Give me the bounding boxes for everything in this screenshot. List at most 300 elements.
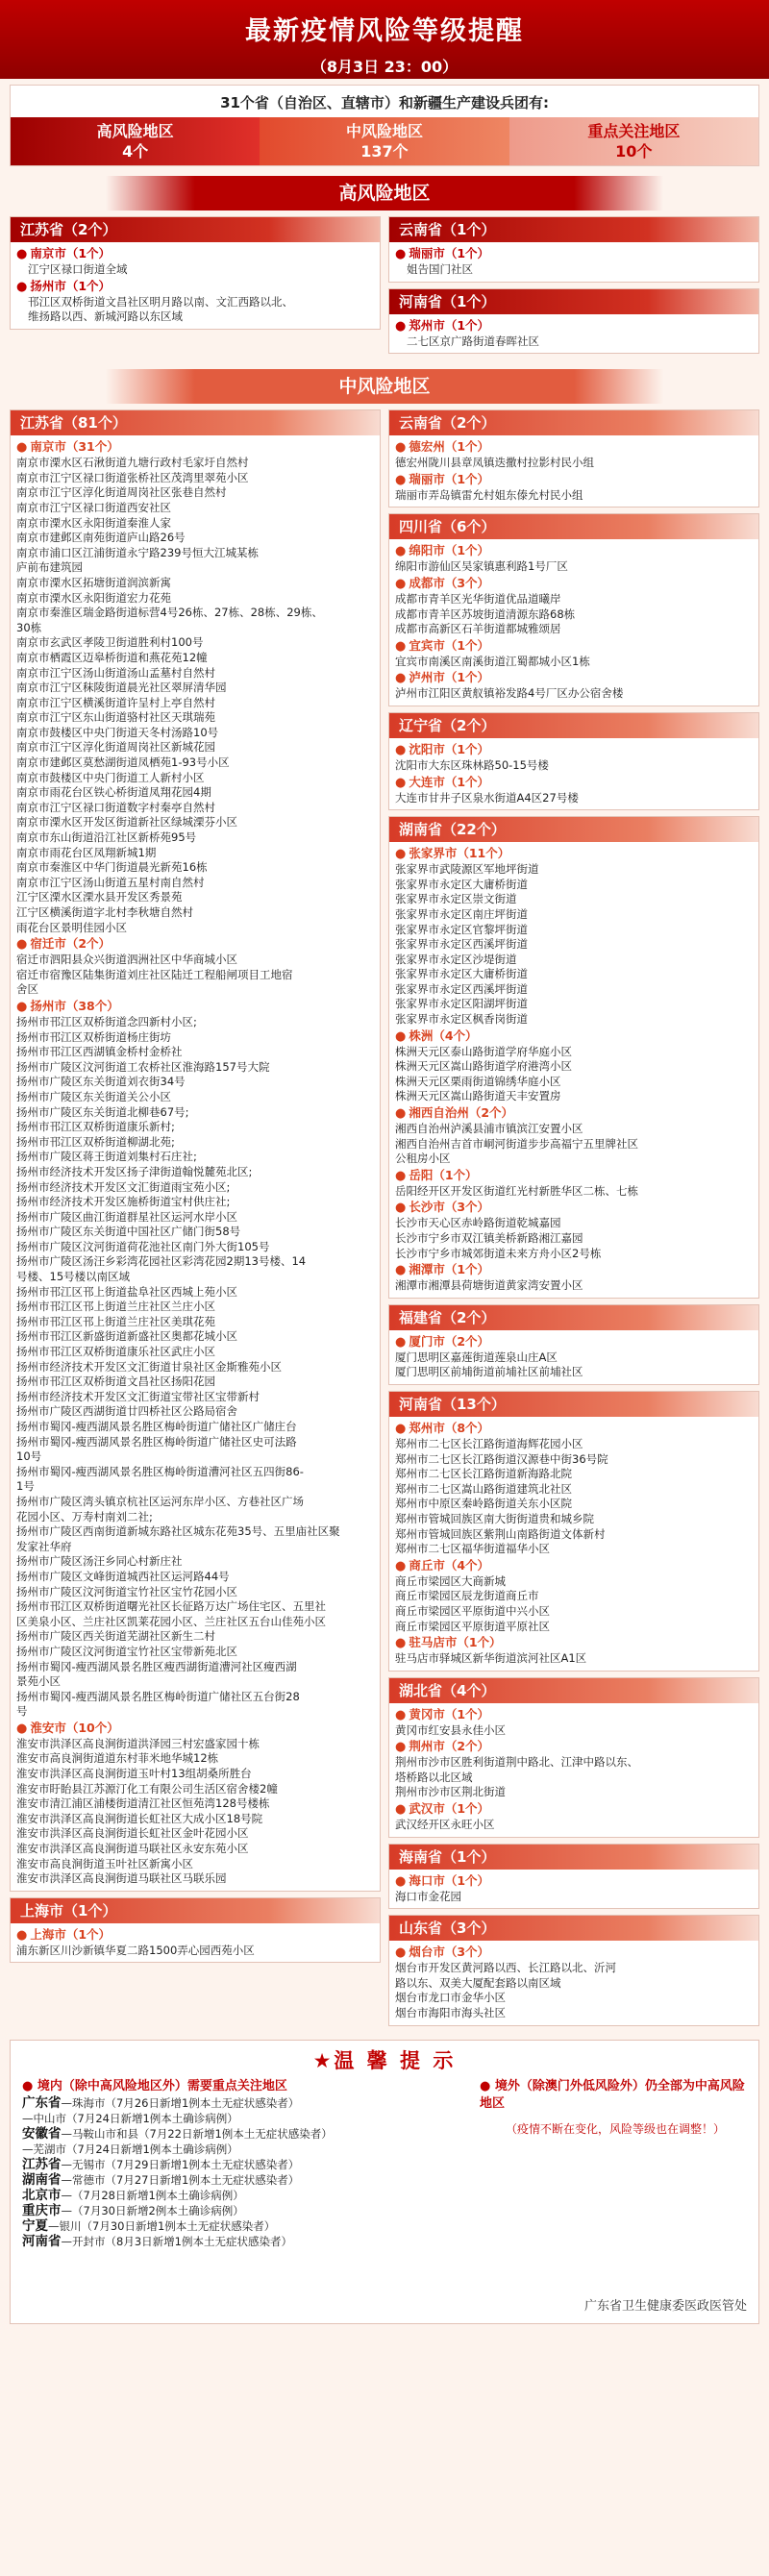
area-line: 扬州市广陵区文峰街道城西社区运河路44号 <box>16 1569 230 1583</box>
area-line: 郑州市管城回族区紫荆山南路街道文体新村 <box>395 1526 606 1541</box>
summary-panel <box>10 85 759 166</box>
city-row <box>395 1028 753 1045</box>
city-row <box>16 278 374 295</box>
area-line: 驻马店市驿城区新华街道滨河社区A1区 <box>395 1651 587 1666</box>
city-name: 沈阳市（1个） <box>409 741 490 756</box>
city-name: 上海市（1个） <box>30 1926 112 1942</box>
bullet-icon: ● <box>395 1558 407 1573</box>
area-line: 瑞丽市弄岛镇雷允村姐东傣允村民小组 <box>395 487 583 502</box>
area-line: 淮安市洪泽区高良涧街道玉叶村13组胡桑所胜台 <box>16 1767 252 1781</box>
province-header: 江苏省（81个） <box>11 410 380 435</box>
area-line: 号 <box>16 1704 28 1719</box>
city-row <box>395 317 753 334</box>
area-line: 景苑小区 <box>16 1674 61 1689</box>
focus-line <box>22 2142 464 2157</box>
high-risk-count: 高风险地区 4个 <box>11 117 260 165</box>
overseas-title: ● 境外（除澳门外低风险外）仍全部为中高风险地区 <box>480 2078 745 2111</box>
area-line: 南京市栖霞区迈皋桥街道和燕花苑12幢 <box>16 650 208 664</box>
focus-province: 安徽省 <box>22 2125 62 2142</box>
area-line: 扬州市邗江区双桥街道文昌社区扬阳花园 <box>16 1375 215 1389</box>
area-line: 扬州市邗江区邗上街道兰庄社区美琪花苑 <box>16 1314 215 1328</box>
area-line: 发家社华府 <box>16 1539 72 1553</box>
bullet-icon: ● <box>395 1707 407 1722</box>
city-row <box>395 845 753 862</box>
area-line: 大连市甘井子区泉水街道A4区27号楼 <box>395 790 579 805</box>
area-line: 南京市江宁区横溪街道许呈村上亭自然村 <box>16 695 215 709</box>
province-header: 河南省（13个） <box>389 1392 758 1417</box>
focus-detail: —开封市（8月3日新增1例本土无症状感染者） <box>61 2234 292 2248</box>
city-row <box>395 1167 753 1184</box>
area-line: 株洲天元区栗雨街道锦绣华庭小区 <box>395 1074 561 1088</box>
province-box <box>388 288 759 355</box>
bullet-icon: ● <box>16 279 28 294</box>
area-line: 南京市江宁区东山街道骆村社区天琪瑞苑 <box>16 710 215 725</box>
area-line: 南京市溧水区永阳街道宏力花苑 <box>16 590 171 605</box>
province-body <box>11 435 380 1891</box>
city-name: 瑞丽市（1个） <box>409 246 490 260</box>
area-line: 南京市浦口区江浦街道永宁路239号恒大江城某栋 <box>16 545 259 559</box>
area-line: 扬州市邗江区邗上街道盐阜社区西城上苑小区 <box>16 1284 237 1299</box>
area-line: 扬州市广陵区汶河街道工农桥社区淮海路157号大院 <box>16 1059 270 1074</box>
area-line: 公租房小区 <box>395 1152 451 1166</box>
area-line: 南京市秦淮区瑞金路街道标营4号26栋、27栋、28栋、29栋、 <box>16 606 323 620</box>
area-line: 张家界市武陵源区军地坪街道 <box>395 862 539 877</box>
province-body <box>389 314 758 354</box>
area-line: 扬州市邗江区双桥街道康乐新村; <box>16 1120 175 1134</box>
focus-detail: —银川（7月30日新增1例本土无症状感染者） <box>48 2218 276 2233</box>
area-line: 商丘市梁园区平原街道中兴小区 <box>395 1603 550 1618</box>
area-line: 株洲天元区嵩山路街道学府港湾小区 <box>395 1059 572 1074</box>
medium-risk-count: 中风险地区 137个 <box>260 117 509 165</box>
area-line: 厦门思明区前埔街道前埔社区前埔社区 <box>395 1365 583 1379</box>
province-body <box>389 435 758 507</box>
city-name: 绵阳市（1个） <box>409 543 490 558</box>
area-line: 张家界市永定区西溪坪街道 <box>395 981 528 996</box>
area-line: 成都市高新区石羊街道都城雅颂居 <box>395 622 561 636</box>
page-title: 最新疫情风险等级提醒 <box>245 16 524 46</box>
province-header: 福建省（2个） <box>389 1305 758 1330</box>
area-line: 扬州市广陵区东关街道北柳巷67号; <box>16 1104 189 1119</box>
area-line: 号楼、15号楼以南区域 <box>16 1270 131 1284</box>
area-line: 扬州市广陵区东关街道刘衣街34号 <box>16 1075 186 1089</box>
city-name: 荆州市（2个） <box>409 1739 490 1754</box>
domestic-focus-list <box>11 2078 472 2249</box>
area-line: 扬州市广陵区汶河街道宝竹社区宝带新苑北区 <box>16 1644 237 1658</box>
city-row <box>16 998 374 1015</box>
city-name: 长沙市（3个） <box>409 1200 490 1215</box>
city-name: 湘潭市（1个） <box>409 1262 490 1277</box>
area-line: 扬州市邗江区西湖镇金桥村金桥社 <box>16 1045 183 1059</box>
area-line: 扬州市广陵区汶河街道荷花池社区南门外大街105号 <box>16 1239 270 1253</box>
province-header: 云南省（1个） <box>389 217 758 242</box>
area-line: 南京市溧水区拓塘街道润滨新寓 <box>16 575 171 589</box>
area-line: 郑州市管城回族区南大街街道贵和城乡院 <box>395 1511 594 1525</box>
area-line: 淮安市洪泽区高良涧街道洪泽园三村宏盛家园十栋 <box>16 1736 260 1750</box>
area-line: 郑州市中原区秦岭路街道关东小区院 <box>395 1497 572 1511</box>
bullet-icon: ● <box>395 1334 407 1350</box>
area-line: 湘西自治州泸溪县浦市镇滨江安置小区 <box>395 1122 583 1136</box>
province-header: 湖北省（4个） <box>389 1678 758 1703</box>
province-body <box>389 842 758 1298</box>
city-name: 烟台市（3个） <box>409 1944 490 1960</box>
medium-risk-left-column <box>10 409 381 2031</box>
city-name: 淮安市（10个） <box>30 1720 119 1735</box>
province-body <box>389 539 758 706</box>
bullet-icon: ● <box>16 1927 28 1943</box>
province-box <box>388 816 759 1299</box>
focus-province: 湖南省 <box>22 2171 62 2188</box>
bullet-icon: ● <box>16 999 28 1014</box>
medium-risk-banner: 中风险地区 <box>106 369 663 404</box>
bullet-icon: ● <box>395 1873 407 1889</box>
bullet-icon: ● <box>395 1945 407 1961</box>
area-line: 南京市溧水区石湫街道九塘行政村毛家圩自然村 <box>16 456 249 470</box>
area-line: 成都市青羊区苏坡街道清源东路68栋 <box>395 607 576 621</box>
province-body <box>11 242 380 329</box>
city-row <box>395 1420 753 1437</box>
bullet-icon: ● <box>395 671 407 686</box>
area-line: 二七区京广路街道春晖社区 <box>407 334 539 348</box>
city-row <box>395 637 753 655</box>
area-line: 德宏州陇川县章凤镇迭撒村拉影村民小组 <box>395 456 594 470</box>
area-line: 扬州市广陵区汤汪乡彩湾花园社区彩湾花园2期13号楼、14 <box>16 1254 307 1269</box>
city-row <box>395 1261 753 1278</box>
city-name: 大连市（1个） <box>409 774 490 789</box>
focus-detail: —珠海市（7月26日新增1例本土无症状感染者） <box>61 2095 300 2110</box>
city-row <box>16 935 374 953</box>
area-line: 商丘市梁园区辰龙街道商丘市 <box>395 1589 539 1603</box>
area-line: 南京市江宁区汤山街道五星村南自然村 <box>16 875 205 889</box>
area-line: 扬州市蜀冈-瘦西湖风景名胜区梅岭街道广储社区广储庄台 <box>16 1420 297 1433</box>
area-line: 南京市鼓楼区中央门街道工人新村小区 <box>16 770 205 784</box>
bullet-icon: ● <box>395 1802 407 1818</box>
province-box <box>388 1844 759 1910</box>
bullet-icon: ● <box>395 1106 407 1122</box>
province-body <box>11 1923 380 1963</box>
province-box <box>388 409 759 508</box>
city-row <box>395 1634 753 1651</box>
tips-title: ★温 馨 提 示 <box>312 2048 457 2072</box>
focus-detail: —无锡市（7月29日新增1例本土无症状感染者） <box>61 2157 300 2171</box>
area-line: 湘潭市湘潭县荷塘街道黄家湾安置小区 <box>395 1278 583 1293</box>
area-line: 雨花台区景明佳园小区 <box>16 920 127 934</box>
province-header: 河南省（1个） <box>389 289 758 314</box>
area-line: 扬州市广陵区东关街道关公小区 <box>16 1089 171 1103</box>
province-box <box>388 513 759 706</box>
focus-province: 宁夏 <box>22 2217 48 2234</box>
area-line: 扬州市广陵区西南街道新城东路社区城东花苑35号、五里庙社区聚 <box>16 1524 340 1539</box>
city-row <box>16 245 374 262</box>
area-line: 扬州市邗江区新盛街道新盛社区奥都花城小区 <box>16 1329 237 1344</box>
bullet-icon: ● <box>395 1740 407 1755</box>
province-box <box>388 1677 759 1838</box>
city-row <box>395 471 753 488</box>
area-line: 张家界市永定区阳湖坪街道 <box>395 997 528 1011</box>
area-line: 宜宾市南溪区南溪街道江蜀都城小区1栋 <box>395 654 590 668</box>
province-box <box>10 216 381 330</box>
area-line: 1号 <box>16 1479 35 1494</box>
area-line: 南京市鼓楼区中央门街道天冬村汤路10号 <box>16 725 219 739</box>
area-line: 张家界市永定区沙堤街道 <box>395 952 517 966</box>
area-line: 武汉经开区永旺小区 <box>395 1818 495 1832</box>
focus-line <box>22 2172 464 2188</box>
bullet-icon: ● <box>16 247 28 261</box>
area-line: 庐前布建筑园 <box>16 560 83 575</box>
province-box <box>388 1915 759 2025</box>
area-line: 扬州市经济技术开发区文汇街道甘泉社区金斯雅苑小区 <box>16 1359 282 1374</box>
area-line: 扬州市经济技术开发区施桥街道宝村供庄社; <box>16 1195 231 1209</box>
area-line: 烟台市海阳市海头社区 <box>395 2006 506 2020</box>
overseas-note <box>472 2078 758 2249</box>
province-box <box>388 1304 759 1385</box>
area-line: 宿迁市宿豫区陆集街道刘庄社区陆迁工程船闸项目工地宿 <box>16 967 293 981</box>
area-line: 南京市溧水区开发区街道新社区绿城溧芬小区 <box>16 815 237 830</box>
area-line: 舍区 <box>16 982 38 997</box>
area-line: 扬州市经济技术开发区文汇街道宝带社区宝带新村 <box>16 1389 260 1403</box>
area-line: 张家界市永定区崇文街道 <box>395 892 517 906</box>
bullet-icon: ● <box>395 775 407 790</box>
bullet-icon: ● <box>395 1421 407 1436</box>
area-line: 邗江区双桥街道文昌社区明月路以南、文汇西路以北、 <box>28 294 293 309</box>
area-line: 江宁区横溪街道字北村李秋塘自然村 <box>16 905 193 919</box>
area-line: 扬州市广陵区西关街道芜湖社区新生二村 <box>16 1629 215 1644</box>
bullet-icon: ● <box>16 937 28 953</box>
area-line: 淮安市洪泽区高良涧街道马联社区马联乐园 <box>16 1871 227 1886</box>
area-line: 郑州市二七区长江路街道新海路北院 <box>395 1467 572 1481</box>
focus-line <box>22 2234 464 2249</box>
city-name: 南京市（1个） <box>30 246 112 260</box>
area-line: 扬州市广陵区曲江街道群星社区运河水岸小区 <box>16 1209 237 1224</box>
bullet-icon: ● <box>395 742 407 757</box>
area-line: 路以东、双美大厦配套路以南区域 <box>395 1975 561 1990</box>
area-line: 南京市秦淮区中华门街道晨光新苑16栋 <box>16 860 208 875</box>
high-risk-section <box>10 216 759 359</box>
focus-line <box>22 2126 464 2142</box>
bullet-icon: ● <box>395 1028 407 1044</box>
area-line: 扬州市邗江区双桥街道杨庄街坊 <box>16 1029 171 1044</box>
province-box <box>388 712 759 810</box>
city-name: 黄冈市（1个） <box>409 1706 490 1721</box>
area-line: 株洲天元区嵩山路街道天丰安置房 <box>395 1089 561 1103</box>
focus-province: 广东省 <box>22 2094 62 2111</box>
city-row <box>395 774 753 791</box>
province-box <box>388 216 759 283</box>
area-line: 张家界市永定区大庸桥街道 <box>395 877 528 891</box>
bullet-icon: ● <box>395 247 407 261</box>
area-line: 荆州市沙市区胜利街道荆中路北、江津中路以东、 <box>395 1755 638 1770</box>
area-line: 郑州市二七区长江路街道海辉花园小区 <box>395 1436 583 1450</box>
area-line: 烟台市龙口市金华小区 <box>395 1991 506 2005</box>
bullet-icon: ● <box>395 1636 407 1651</box>
area-line: 扬州市邗江区邗上街道兰庄社区兰庄小区 <box>16 1300 215 1314</box>
area-line: 淮安市高良涧街道道东村菲米地华城12栋 <box>16 1751 219 1766</box>
focus-line <box>22 2218 464 2234</box>
focus-line <box>22 2188 464 2203</box>
area-line: 长沙市宁乡市双江镇美桥新路湘江嘉园 <box>395 1231 583 1245</box>
city-name: 郑州市（1个） <box>409 317 490 333</box>
city-name: 宜宾市（1个） <box>409 637 490 653</box>
bullet-icon: ● <box>395 440 407 456</box>
focus-detail: —马鞍山市和县（7月22日新增1例本土无症状感染者） <box>61 2126 333 2141</box>
province-box <box>10 409 381 1892</box>
province-header: 云南省（2个） <box>389 410 758 435</box>
city-name: 海口市（1个） <box>409 1872 490 1888</box>
bullet-icon: ● <box>395 847 407 862</box>
area-line: 株洲天元区泰山路街道学府华庭小区 <box>395 1044 572 1058</box>
bullet-icon: ● <box>395 1263 407 1278</box>
bullet-icon: ● <box>395 638 407 654</box>
province-body <box>389 1417 758 1671</box>
city-name: 武汉市（1个） <box>409 1801 490 1817</box>
warning-text: （疫情不断在变化，风险等级也在调整！） <box>505 2121 725 2136</box>
area-line: 扬州市广陵区蒋王街道刘集村石庄社; <box>16 1150 197 1164</box>
area-line: 浦东新区川沙新镇华夏二路1500弄心园西苑小区 <box>16 1943 255 1957</box>
area-line: 南京市溧水区永阳街道秦淮人家 <box>16 515 171 530</box>
area-line: 扬州市邗江区双桥街道柳湖北苑; <box>16 1134 175 1149</box>
city-row <box>16 1926 374 1944</box>
city-name: 扬州市（38个） <box>30 998 119 1013</box>
city-row <box>16 438 374 456</box>
area-line: 泸州市江阳区黄舣镇裕发路4号厂区办公宿舍楼 <box>395 686 624 701</box>
area-line: 南京市建邺区莫愁湖街道凤栖苑1-93号小区 <box>16 755 230 770</box>
focus-detail: —芜湖市（7月24日新增1例本土确诊病例） <box>22 2142 238 2156</box>
city-row <box>395 438 753 456</box>
city-name: 宿迁市（2个） <box>30 936 112 952</box>
area-line: 扬州市邗江区双桥街道曙光社区长征路万达广场住宅区、五里社 <box>16 1599 326 1614</box>
province-box <box>10 1897 381 1964</box>
area-line: 扬州市蜀冈-瘦西湖风景名胜区瘦西湖街道漕河社区瘦西湖 <box>16 1659 297 1673</box>
bullet-icon: ● <box>16 440 28 456</box>
city-row <box>395 1557 753 1574</box>
province-header: 上海市（1个） <box>11 1898 380 1923</box>
bullet-icon: ● <box>395 472 407 487</box>
city-row <box>395 669 753 686</box>
area-line: 扬州市蜀冈-瘦西湖风景名胜区梅岭街道漕河社区五四街86- <box>16 1464 304 1478</box>
area-line: 南京市江宁区汤山街道汤山孟墓村自然村 <box>16 665 215 680</box>
area-line: 淮安市洪泽区高良涧街道马联社区永安东苑小区 <box>16 1842 249 1856</box>
bullet-icon: ● <box>16 1721 28 1736</box>
city-row <box>395 1800 753 1818</box>
province-body <box>389 242 758 282</box>
city-name: 张家界市（11个） <box>409 846 510 861</box>
city-row <box>395 1872 753 1890</box>
area-line: 长沙市天心区赤岭路街道乾城嘉园 <box>395 1216 561 1230</box>
city-row <box>395 741 753 758</box>
area-line: 淮安市洪泽区高良涧街道长虹社区大成小区18号院 <box>16 1811 263 1825</box>
area-line: 郑州市二七区嵩山路街道建筑北社区 <box>395 1481 572 1496</box>
province-body <box>389 1330 758 1384</box>
city-name: 泸州市（1个） <box>409 670 490 685</box>
city-name: 扬州市（1个） <box>30 278 112 293</box>
province-header: 海南省（1个） <box>389 1845 758 1870</box>
city-name: 德宏州（1个） <box>409 439 490 455</box>
area-line: 烟台市开发区黄河路以西、长江路以北、沂河 <box>395 1961 616 1975</box>
area-line: 南京市江宁区禄口街道西安社区 <box>16 500 171 514</box>
city-name: 厦门市（2个） <box>409 1333 490 1349</box>
focus-province: 北京市 <box>22 2187 62 2203</box>
area-line: 区美泉小区、兰庄社区凯莱花园小区、兰庄社区五台山佳苑小区 <box>16 1614 326 1628</box>
city-row <box>395 1104 753 1122</box>
area-line: 扬州市邗江区双桥街道康乐社区武庄小区 <box>16 1345 215 1359</box>
area-line: 郑州市二七区福华街道福华小区 <box>395 1542 550 1556</box>
province-header: 四川省（6个） <box>389 514 758 539</box>
area-line: 淮安市高良涧街道玉叶社区新寓小区 <box>16 1856 193 1870</box>
city-row <box>395 245 753 262</box>
city-name: 南京市（31个） <box>30 439 119 455</box>
city-name: 岳阳（1个） <box>409 1167 478 1182</box>
area-line: 长沙市宁乡市城郊街道未来方舟小区2号栋 <box>395 1246 602 1260</box>
area-line: 海口市金花园 <box>395 1889 461 1903</box>
area-line: 商丘市梁园区大商新城 <box>395 1573 506 1588</box>
area-line: 张家界市永定区枫香岗街道 <box>395 1012 528 1027</box>
area-line: 扬州市蜀冈-瘦西湖风景名胜区梅岭街道广储社区史可法路 <box>16 1434 297 1449</box>
area-line: 南京市东山街道沿江社区新桥苑95号 <box>16 830 197 845</box>
city-name: 郑州市（8个） <box>409 1420 490 1435</box>
focus-line <box>22 2203 464 2218</box>
area-line: 10号 <box>16 1449 42 1464</box>
city-row <box>395 1199 753 1216</box>
area-line: 绵阳市游仙区吴家镇惠利路1号厂区 <box>395 559 568 574</box>
focus-line <box>22 2095 464 2111</box>
area-line: 维扬路以西、新城河路以东区域 <box>28 310 183 324</box>
area-line: 岳阳经开区开发区街道红光村新胜华区二栋、七栋 <box>395 1183 638 1198</box>
medium-risk-right-column <box>388 409 759 2031</box>
area-line: 张家界市永定区南庄坪街道 <box>395 906 528 921</box>
province-header: 江苏省（2个） <box>11 217 380 242</box>
area-line: 扬州市广陵区东关街道中国社区广储门街58号 <box>16 1225 241 1239</box>
bullet-icon: ● <box>395 576 407 591</box>
area-line: 扬州市广陵区汤汪乡同心村新庄社 <box>16 1554 183 1569</box>
domestic-focus-title: ● 境内（除中高风险地区外）需要重点关注地区 <box>22 2078 287 2093</box>
focus-area-count: 重点关注地区 10个 <box>509 117 758 165</box>
summary-title: 31个省（自治区、直辖市）和新疆生产建设兵团有: <box>220 94 549 111</box>
bullet-icon: ● <box>395 318 407 334</box>
area-line: 花园小区、万寿村南刘二社; <box>16 1509 153 1523</box>
area-line: 南京市江宁区秣陵街道晨光社区翠屏清华园 <box>16 681 227 695</box>
area-line: 扬州市蜀冈-瘦西湖风景名胜区梅岭街道广储社区五台街28 <box>16 1689 300 1703</box>
area-line: 淮安市洪泽区高良涧街道长虹社区金叶花园小区 <box>16 1826 249 1841</box>
focus-detail: —（7月30日新增2例本土确诊病例） <box>61 2203 244 2217</box>
city-name: 商丘市（4个） <box>409 1557 490 1573</box>
focus-detail: —（7月28日新增1例本土确诊病例） <box>61 2188 244 2202</box>
high-risk-left-column <box>10 216 381 359</box>
area-line: 荆州市沙市区荆北街道 <box>395 1785 506 1799</box>
area-line: 郑州市二七区长江路街道汉源巷中街36号院 <box>395 1451 608 1466</box>
area-line: 商丘市梁园区平原街道平原社区 <box>395 1619 550 1633</box>
city-row <box>395 542 753 559</box>
area-line: 南京市江宁区禄口街道张桥社区茂湾里翠苑小区 <box>16 470 249 484</box>
area-line: 黄冈市红安县永佳小区 <box>395 1722 506 1737</box>
area-line: 南京市玄武区孝陵卫街道胜利村100号 <box>16 635 204 650</box>
tips-panel <box>10 2040 759 2324</box>
city-row <box>395 1738 753 1755</box>
focus-province: 河南省 <box>22 2233 62 2249</box>
focus-detail: —中山市（7月24日新增1例本土确诊病例） <box>22 2111 238 2125</box>
province-header: 辽宁省（2个） <box>389 713 758 738</box>
area-line: 扬州市经济技术开发区文汇街道雨宝苑小区; <box>16 1179 231 1194</box>
area-line: 淮安市盱眙县江苏源汀化工有限公司生活区宿舍楼2幢 <box>16 1781 278 1796</box>
page-header <box>0 0 769 79</box>
area-line: 厦门思明区嘉莲街道莲泉山庄A区 <box>395 1350 558 1364</box>
area-line: 南京市雨花台区凤翔新城1期 <box>16 845 157 859</box>
city-row <box>395 1333 753 1350</box>
focus-line <box>22 2157 464 2172</box>
high-risk-banner: 高风险地区 <box>106 176 663 211</box>
area-line: 张家界市永定区官黎坪街道 <box>395 922 528 936</box>
area-line: 南京市建邺区南苑街道庐山路26号 <box>16 531 186 545</box>
area-line: 江宁区溧水区溧水县开发区秀景苑 <box>16 890 183 904</box>
area-line: 扬州市广陵区汶河街道宝竹社区宝竹花园小区 <box>16 1584 237 1598</box>
